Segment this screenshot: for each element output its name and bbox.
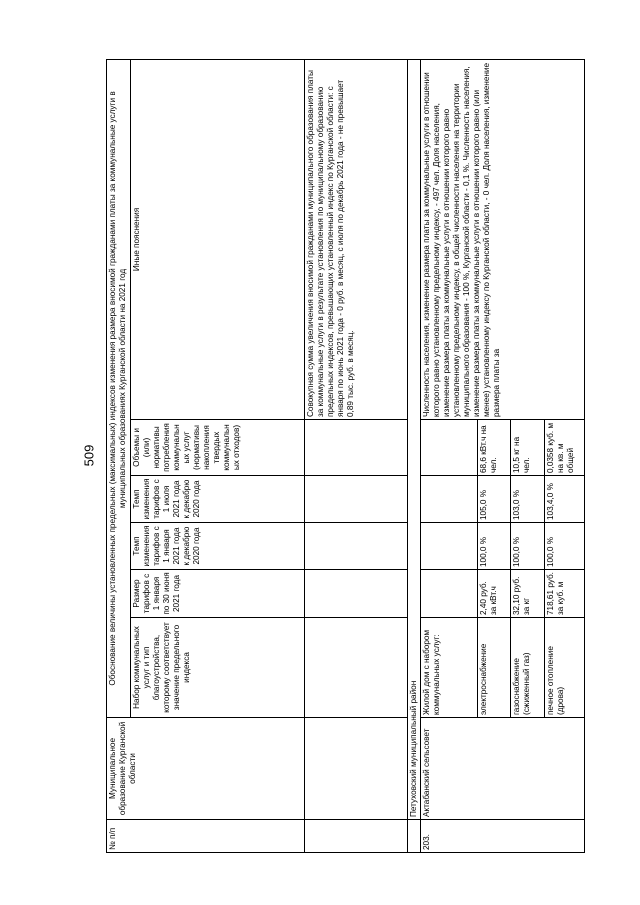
service-rate-jul: 105,0 % bbox=[478, 476, 511, 523]
index-justification-table bbox=[106, 59, 585, 853]
service-volume: 0,0358 куб. м на кв. м общей bbox=[545, 420, 585, 476]
row-note: Численность населения, изменение размера платы за коммунальные услуги в отношении которого равно установленному предельному индексу, - 497 чел. Доля населения, изменение размера платы за коммунальные услуги в отношении которого равно установленному предельному индексу, в общей численности населения на территории муниципального образования - 100 %, Курганской области - 0,1 %. Численность населения, изменение размера платы за коммунальные услуги в отношении которого равно (или менее) установленному индексу по Курганской области, - 0 чел. Доля населения, изменение размера платы за bbox=[421, 59, 585, 419]
service-rate-jan: 100,0 % bbox=[478, 523, 511, 570]
service-volume: 10,5 кг на чел. bbox=[511, 420, 545, 476]
service-tariff: 32,10 руб. за кг bbox=[511, 570, 545, 618]
district-row bbox=[408, 59, 421, 852]
summary-text: Совокупная сумма увеличения вносимой гражданами муниципального образования платы за коммунальные услуги в результате установления по муниципальному образованию предельных индексов, превышающих установленный индекс по Курганской области: с января по июнь 2021 года - 0 руб. в месяц, с июля по декабрь 2021 года - не превышает 0,89 тыс. руб. в месяц. bbox=[305, 59, 408, 419]
service-name: газоснабжение (сжиженный газ) bbox=[511, 618, 545, 718]
table-row bbox=[421, 59, 478, 852]
district-name: Петуховский муниципальный район bbox=[408, 59, 421, 819]
page-number: 509 bbox=[81, 444, 97, 466]
summary-row bbox=[305, 59, 408, 852]
service-volume: 68,6 кВт.ч на чел. bbox=[478, 420, 511, 476]
service-name: печное отопление (дрова) bbox=[545, 618, 585, 718]
service-name: электроснабжение bbox=[478, 618, 511, 718]
row-municipality: Актабанский сельсовет bbox=[421, 718, 585, 820]
table-rotor bbox=[106, 60, 575, 853]
service-rate-jul: 103,0 % bbox=[511, 476, 545, 523]
row-num: 203. bbox=[421, 820, 585, 853]
service-rate-jul: 103,4,0 % bbox=[545, 476, 585, 523]
header-row-1 bbox=[107, 59, 131, 852]
header-tariff-size: Размер тарифов с 1 января по 30 июня 2021 года bbox=[131, 570, 305, 618]
header-num: № п/п bbox=[107, 820, 305, 853]
header-rate-jan: Темп изменения тарифов с 1 января 2021 года к декабрю 2020 года bbox=[131, 523, 305, 570]
header-rate-jul: Темп изменения тарифов с 1 июля 2021 года к декабрю 2020 года bbox=[131, 476, 305, 523]
header-volumes: Объемы и (или) нормативы потребления коммунальных услуг (нормативы накопления твердых коммунальных отходов) bbox=[131, 420, 305, 476]
header-other: Иные пояснения bbox=[131, 59, 305, 419]
service-rate-jan: 100,0 % bbox=[511, 523, 545, 570]
rotated-table-area bbox=[106, 60, 575, 853]
service-rate-jan: 100,0 % bbox=[545, 523, 585, 570]
header-justification: Обоснование величины установленных предельных (максимальных) индексов изменения размера вносимой гражданами платы за коммунальные услуги в муниципальных образованиях Курганской области на 2021 год bbox=[107, 59, 131, 717]
header-service-set: Набор коммунальных услуг и тип благоустройства, которому соответствует значение предельного индекса bbox=[131, 618, 305, 718]
service-tariff: 718,61 руб. за куб. м bbox=[545, 570, 585, 618]
row-service-set: Жилой дом с набором коммунальных услуг: bbox=[421, 618, 478, 718]
header-municipality: Муниципальное образование Курганской области bbox=[107, 718, 305, 820]
service-tariff: 2,40 руб. за кВт.ч bbox=[478, 570, 511, 618]
